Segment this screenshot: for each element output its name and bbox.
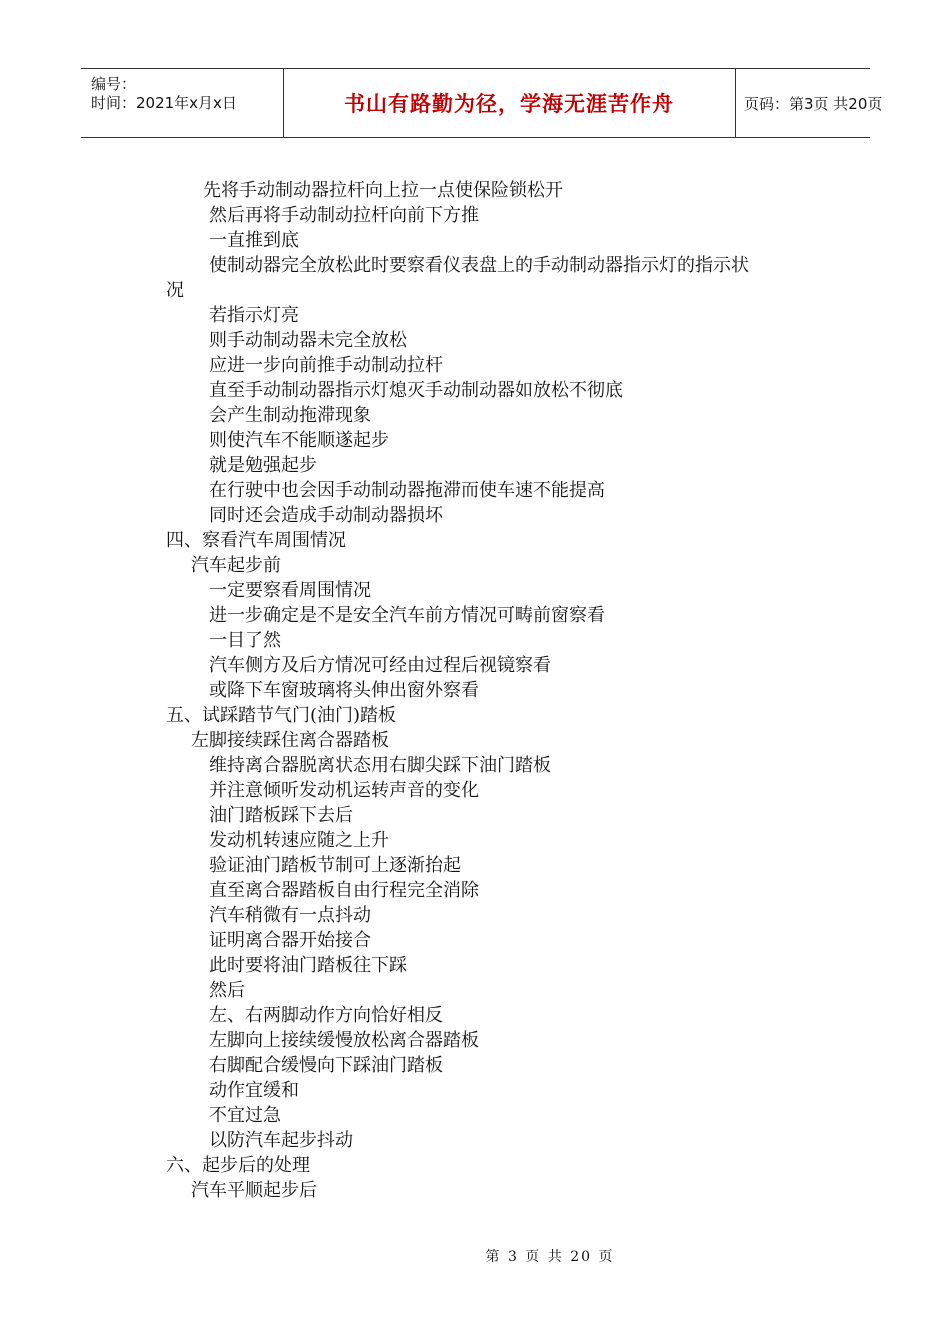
header-motto: 书山有路勤为径，学海无涯苦作舟 (344, 92, 674, 116)
body-line: 直至离合器踏板自由行程完全消除 (209, 880, 479, 901)
header-motto-cell (283, 69, 736, 137)
body-line: 汽车侧方及后方情况可经由过程后视镜察看 (209, 655, 551, 676)
body-line: 一目了然 (209, 630, 281, 651)
body-line: 证明离合器开始接合 (209, 930, 371, 951)
body-line: 进一步确定是不是安全汽车前方情况可畴前窗察看 (209, 605, 605, 626)
footer-page-number: 第 3 页 共 20 页 (485, 1249, 615, 1265)
body-line: 则手动制动器未完全放松 (209, 330, 407, 351)
body-line: 先将手动制动器拉杆向上拉一点使保险锁松开 (203, 180, 563, 201)
header-meta-cell (81, 69, 284, 137)
body-line: 然后再将手动制动拉杆向前下方推 (209, 205, 479, 226)
section-heading: 六、起步后的处理 (166, 1155, 310, 1176)
body-line: 右脚配合缓慢向下踩油门踏板 (209, 1055, 443, 1076)
section-heading: 四、察看汽车周围情况 (166, 530, 346, 551)
body-line: 此时要将油门踏板往下踩 (209, 955, 407, 976)
body-line: 使制动器完全放松此时要察看仪表盘上的手动制动器指示灯的指示状 (209, 255, 749, 276)
body-line: 一直推到底 (209, 230, 299, 251)
subsection-line: 左脚接续踩住离合器踏板 (191, 730, 389, 751)
body-line: 若指示灯亮 (209, 305, 299, 326)
body-line: 不宜过急 (209, 1105, 281, 1126)
body-line: 同时还会造成手动制动器损坏 (209, 505, 443, 526)
body-line: 或降下车窗玻璃将头伸出窗外察看 (209, 680, 479, 701)
body-line: 并注意倾听发动机运转声音的变化 (209, 780, 479, 801)
body-line: 动作宜缓和 (209, 1080, 299, 1101)
header-page-code: 页码：第3页 共20页 (744, 94, 883, 113)
body-line: 汽车稍微有一点抖动 (209, 905, 371, 926)
body-line: 会产生制动拖滞现象 (209, 405, 371, 426)
body-line: 况 (166, 280, 184, 301)
header-page-cell (736, 69, 883, 137)
body-line: 左脚向上接续缓慢放松离合器踏板 (209, 1030, 479, 1051)
body-line: 一定要察看周围情况 (209, 580, 371, 601)
body-line: 直至手动制动器指示灯熄灭手动制动器如放松不彻底 (209, 380, 623, 401)
subsection-line: 汽车平顺起步后 (191, 1180, 317, 1201)
body-line: 在行驶中也会因手动制动器拖滞而使车速不能提高 (209, 480, 605, 501)
body-line: 应进一步向前推手动制动拉杆 (209, 355, 443, 376)
page-header (81, 68, 883, 138)
body-line: 就是勉强起步 (209, 455, 317, 476)
body-line: 左、右两脚动作方向恰好相反 (209, 1005, 443, 1026)
page-footer (0, 1246, 950, 1266)
body-line: 维持离合器脱离状态用右脚尖踩下油门踏板 (209, 755, 551, 776)
document-number-label: 编号： (91, 75, 137, 93)
document-time-label: 时间：2021年x月x日 (91, 94, 237, 112)
body-line: 然后 (209, 980, 245, 1001)
body-line: 以防汽车起步抖动 (209, 1130, 353, 1151)
body-line: 发动机转速应随之上升 (209, 830, 389, 851)
section-heading: 五、试踩踏节气门(油门)踏板 (166, 705, 397, 726)
body-line: 则使汽车不能顺遂起步 (209, 430, 389, 451)
body-line: 验证油门踏板节制可上逐渐抬起 (209, 855, 461, 876)
body-line: 油门踏板踩下去后 (209, 805, 353, 826)
subsection-line: 汽车起步前 (191, 555, 281, 576)
